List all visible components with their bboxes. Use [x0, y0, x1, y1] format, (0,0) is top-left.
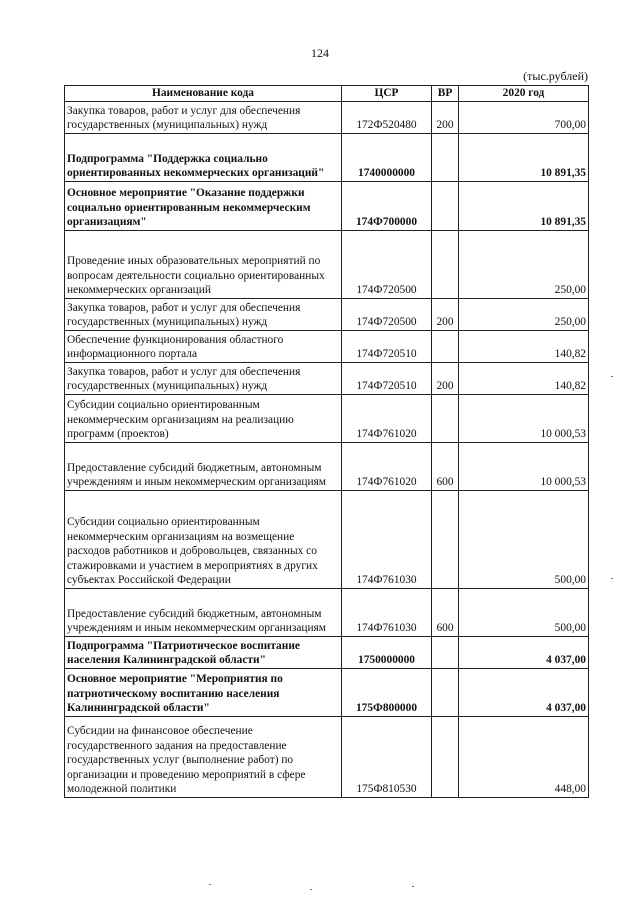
row-csr: 174Ф700000 [342, 182, 432, 231]
row-vr [432, 491, 459, 589]
row-sum: 10 891,35 [459, 134, 589, 182]
scan-speck [310, 889, 312, 890]
scan-speck [611, 578, 613, 579]
table-row [65, 363, 589, 395]
table-row [65, 443, 589, 491]
table-header-row [65, 86, 589, 102]
scan-speck [412, 886, 414, 887]
scan-speck [611, 376, 613, 377]
row-sum: 140,82 [459, 331, 589, 363]
table-row [65, 331, 589, 363]
row-csr: 174Ф720500 [342, 299, 432, 331]
row-name: Проведение иных образовательных мероприятий по вопросам деятельности социально ориентированных некоммерческих организаций [65, 231, 342, 299]
row-vr: 600 [432, 443, 459, 491]
row-vr [432, 331, 459, 363]
row-vr: 600 [432, 589, 459, 637]
row-name: Подпрограмма "Патриотическое воспитание населения Калининградской области" [65, 637, 342, 669]
row-name: Основное мероприятие "Мероприятия по патриотическому воспитанию населения Калининградской области" [65, 669, 342, 717]
row-vr [432, 717, 459, 798]
row-vr [432, 637, 459, 669]
table-row [65, 299, 589, 331]
row-name: Субсидии социально ориентированным некоммерческим организациям на реализацию программ (проектов) [65, 395, 342, 443]
row-vr: 200 [432, 363, 459, 395]
row-sum: 4 037,00 [459, 669, 589, 717]
page-number: 124 [311, 46, 329, 60]
row-csr: 174Ф720510 [342, 331, 432, 363]
row-name: Основное мероприятие "Оказание поддержки социально ориентированным некоммерческим организациям" [65, 182, 342, 231]
table-row [65, 134, 589, 182]
row-name: Закупка товаров, работ и услуг для обеспечения государственных (муниципальных) нужд [65, 102, 342, 134]
row-sum: 250,00 [459, 231, 589, 299]
row-csr: 1740000000 [342, 134, 432, 182]
table-row [65, 669, 589, 717]
row-csr: 174Ф720500 [342, 231, 432, 299]
row-name: Подпрограмма "Поддержка социально ориентированных некоммерческих организаций" [65, 134, 342, 182]
row-csr: 174Ф761020 [342, 443, 432, 491]
table-row [65, 491, 589, 589]
row-name: Предоставление субсидий бюджетным, автономным учреждениям и иным некоммерческим организациям [65, 589, 342, 637]
row-sum: 448,00 [459, 717, 589, 798]
row-vr: 200 [432, 299, 459, 331]
row-csr: 174Ф761030 [342, 491, 432, 589]
row-csr: 1750000000 [342, 637, 432, 669]
row-sum: 140,82 [459, 363, 589, 395]
row-csr: 174Ф761030 [342, 589, 432, 637]
budget-table [64, 85, 589, 798]
table-row [65, 637, 589, 669]
row-sum: 500,00 [459, 491, 589, 589]
header-csr: ЦСР [342, 86, 432, 102]
row-name: Закупка товаров, работ и услуг для обеспечения государственных (муниципальных) нужд [65, 363, 342, 395]
row-csr: 174Ф761020 [342, 395, 432, 443]
row-vr [432, 669, 459, 717]
row-sum: 500,00 [459, 589, 589, 637]
row-sum: 4 037,00 [459, 637, 589, 669]
row-sum: 250,00 [459, 299, 589, 331]
table-row [65, 102, 589, 134]
row-name: Субсидии социально ориентированным некоммерческим организациям на возмещение расходов работников и добровольцев, связанных со стажировками и участием в мероприятиях в других субъектах Российской Федерации [65, 491, 342, 589]
row-sum: 10 000,53 [459, 443, 589, 491]
header-name: Наименование кода [65, 86, 342, 102]
row-name: Закупка товаров, работ и услуг для обеспечения государственных (муниципальных) нужд [65, 299, 342, 331]
row-sum: 10 000,53 [459, 395, 589, 443]
table-row [65, 717, 589, 798]
row-name: Предоставление субсидий бюджетным, автономным учреждениям и иным некоммерческим организациям [65, 443, 342, 491]
row-csr: 175Ф810530 [342, 717, 432, 798]
row-csr: 172Ф520480 [342, 102, 432, 134]
row-sum: 700,00 [459, 102, 589, 134]
header-year: 2020 год [459, 86, 589, 102]
table-row [65, 395, 589, 443]
table-row [65, 589, 589, 637]
row-vr [432, 182, 459, 231]
row-vr: 200 [432, 102, 459, 134]
table-row [65, 182, 589, 231]
row-sum: 10 891,35 [459, 182, 589, 231]
scan-speck [209, 884, 211, 885]
unit-note: (тыс.рублей) [523, 69, 588, 83]
table-row [65, 231, 589, 299]
row-csr: 174Ф720510 [342, 363, 432, 395]
row-name: Обеспечение функционирования областного информационного портала [65, 331, 342, 363]
row-csr: 175Ф800000 [342, 669, 432, 717]
row-name: Субсидии на финансовое обеспечение государственного задания на предоставление государственных услуг (выполнение работ) по организации и проведению мероприятий в сфере молодежной политики [65, 717, 342, 798]
header-vr: ВР [432, 86, 459, 102]
row-vr [432, 231, 459, 299]
row-vr [432, 395, 459, 443]
row-vr [432, 134, 459, 182]
